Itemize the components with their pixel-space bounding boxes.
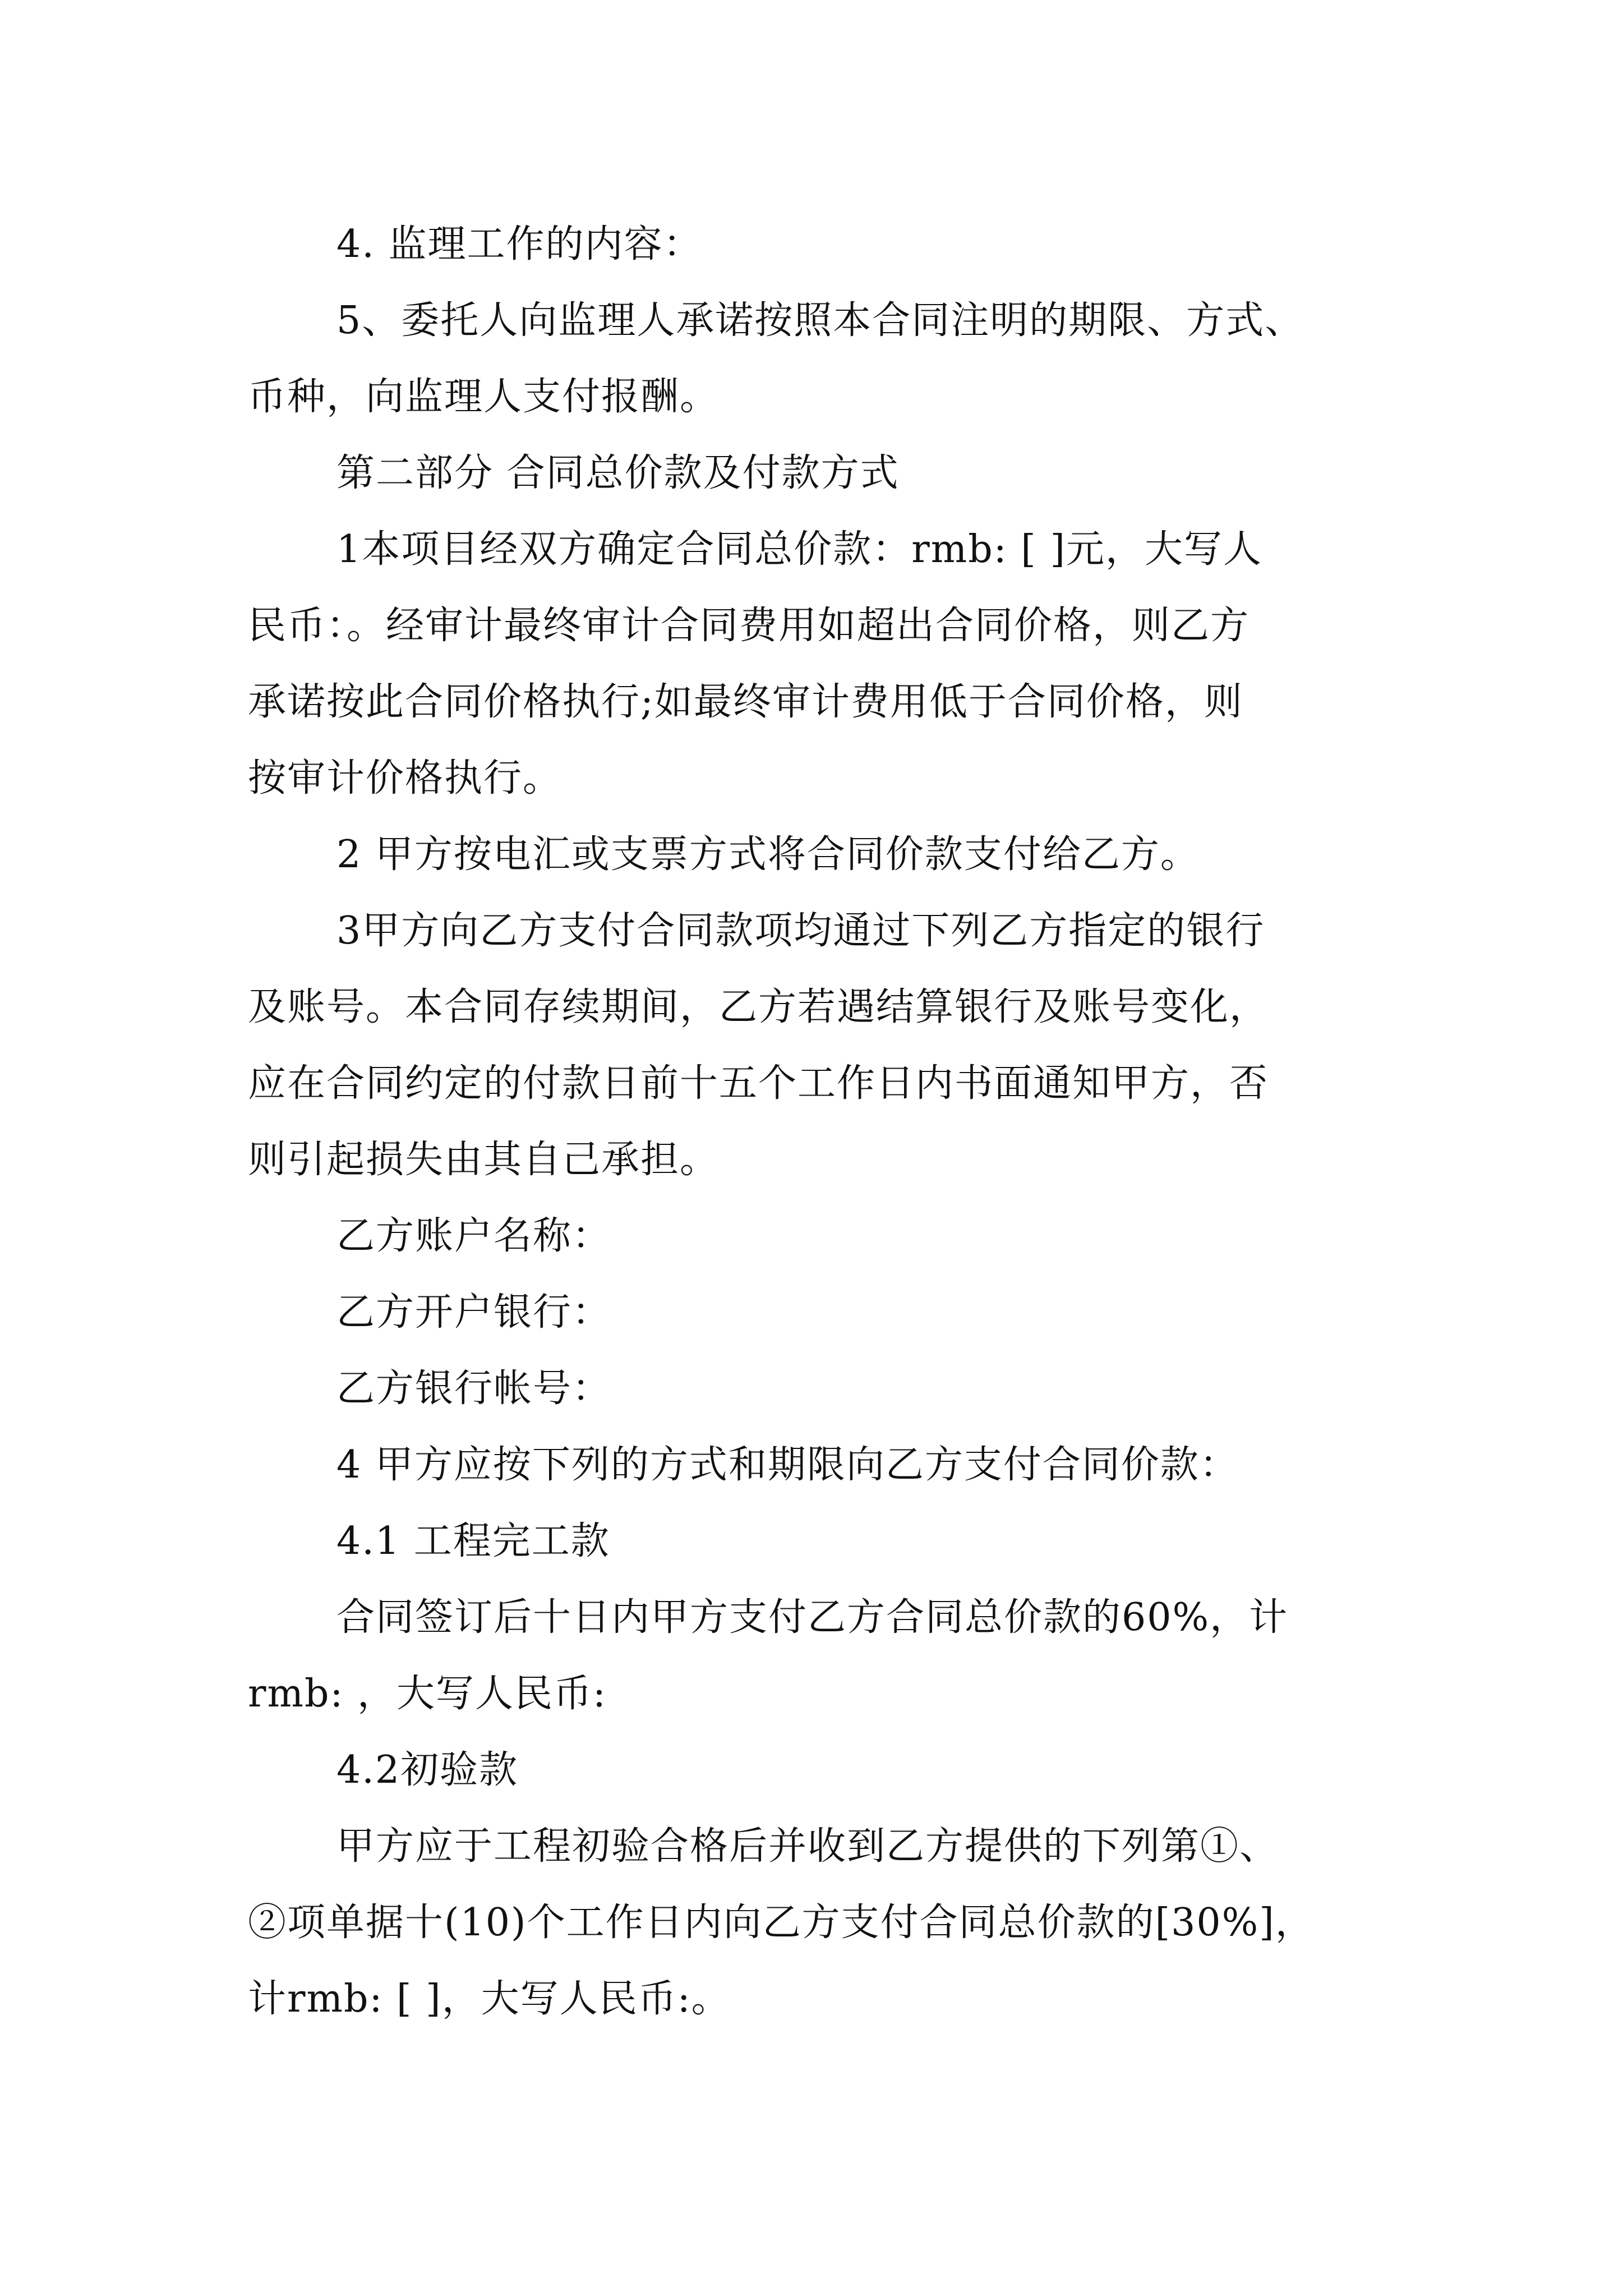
text-line: 及账号。本合同存续期间，乙方若遇结算银行及账号变化， xyxy=(248,985,1269,1029)
text-line: 应在合同约定的付款日前十五个工作日内书面通知甲方，否 xyxy=(248,1061,1269,1106)
text-line: 乙方账户名称： xyxy=(336,1214,612,1258)
text-line: 乙方银行帐号： xyxy=(336,1366,612,1411)
text-line: 承诺按此合同价格执行;如最终审计费用低于合同价格，则 xyxy=(248,680,1243,724)
text-line: 民币：。经审计最终审计合同费用如超出合同价格，则乙方 xyxy=(248,604,1250,648)
text-line: 2 甲方按电汇或支票方式将合同价款支付给乙方。 xyxy=(336,832,1200,877)
text-line: 乙方开户银行： xyxy=(336,1290,612,1335)
subsection-heading: 4.2初验款 xyxy=(336,1748,519,1792)
text-line: 币种，向监理人支付报酬。 xyxy=(248,375,720,419)
text-line: ②项单据十(10)个工作日内向乙方支付合同总价款的[30%]， xyxy=(248,1901,1315,1945)
section-heading: 第二部分 合同总价款及付款方式 xyxy=(336,451,900,495)
text-line: 4. 监理工作的内容： xyxy=(336,222,703,266)
text-line: 按审计价格执行。 xyxy=(248,756,562,800)
text-line: 3甲方向乙方支付合同款项均通过下列乙方指定的银行 xyxy=(336,909,1265,953)
text-line: 则引起损失由其自己承担。 xyxy=(248,1138,720,1182)
text-line: 4 甲方应按下列的方式和期限向乙方支付合同价款： xyxy=(336,1443,1239,1487)
text-line: 1本项目经双方确定合同总价款：rmb: [ ]元，大写人 xyxy=(336,527,1262,572)
text-line: 甲方应于工程初验合格后并收到乙方提供的下列第①、 xyxy=(336,1824,1279,1869)
text-line: 计rmb: [ ]，大写人民币:。 xyxy=(248,1977,731,2021)
text-line: 5、委托人向监理人承诺按照本合同注明的期限、方式、 xyxy=(336,298,1304,343)
text-line: 合同签订后十日内甲方支付乙方合同总价款的60%，计 xyxy=(336,1595,1289,1640)
subsection-heading: 4.1 工程完工款 xyxy=(336,1519,610,1563)
text-line: rmb: ，大写人民币: xyxy=(248,1672,607,1716)
